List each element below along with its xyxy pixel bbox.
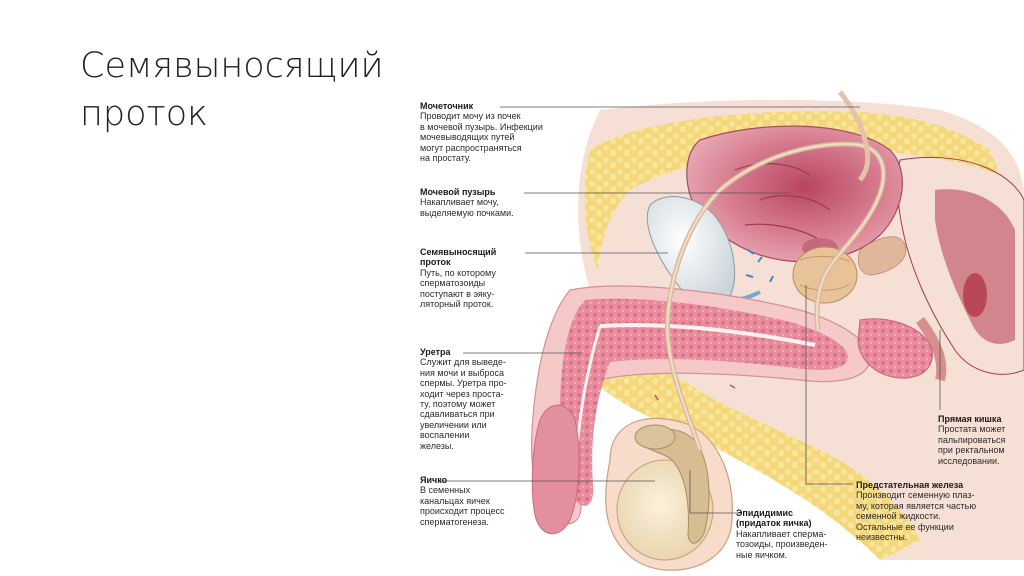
slide-title-line-1: Семявыносящий [80,46,384,86]
label-ureter [420,101,580,163]
name-line: (придаток яичка) [736,518,812,529]
label-testis [420,475,540,527]
desc-line: Проводит мочу из почек [420,111,521,122]
desc-line: Путь, по которому [420,267,496,278]
name-line: проток [420,257,451,268]
label-testis-name: Яичко [420,475,448,485]
label-rectum-name: Прямая кишка [938,414,1002,424]
label-vas-deferens-name [420,247,560,268]
desc-line: неизвестны. [856,532,908,543]
label-bladder [420,187,560,218]
label-epididymis-desc [736,529,861,560]
desc-line: железы. [420,440,454,451]
desc-line: исследовании. [938,455,1000,466]
desc-line: воспалении [420,430,470,441]
desc-line: спермы. Уретра про- [420,378,507,389]
label-vas-deferens [420,247,560,309]
desc-line: Простата может [938,424,1006,435]
desc-line: могут распространяться [420,142,522,153]
slide-title-line-2: проток [80,94,208,134]
label-bladder-name: Мочевой пузырь [420,187,496,197]
label-prostate [856,480,1016,542]
epididymis-head [635,425,675,449]
desc-line: на простату. [420,153,472,164]
desc-line: тозоиды, произведен- [736,539,828,550]
desc-line: сперматогенеза. [420,516,489,527]
label-epididymis [736,508,861,560]
label-urethra-name: Уретра [420,347,451,357]
desc-line: сдавливаться при [420,409,495,420]
label-ureter-name: Мочеточник [420,101,474,111]
label-prostate-name: Предстательная железа [856,480,964,490]
desc-line: ту, поэтому может [420,399,496,410]
label-ureter-desc [420,111,580,163]
desc-line: ные яичком. [736,549,788,560]
desc-line: ляторный проток. [420,299,494,310]
desc-line: мочевыводящих путей [420,132,515,143]
name-line: Эпидидимис [736,508,794,518]
label-vas-deferens-desc [420,268,560,310]
label-bladder-desc [420,197,560,218]
anal-sphincter [963,273,987,317]
desc-line: поступают в эяку- [420,288,495,299]
desc-line: в мочевой пузырь. Инфекции [420,121,543,132]
desc-line: Накапливает сперма- [736,528,827,539]
desc-line: выделяемую почками. [420,207,514,218]
desc-line: Остальные ее функции [856,521,954,532]
label-urethra [420,347,530,451]
label-rectum [938,414,1022,466]
label-testis-desc [420,485,540,527]
desc-line: В семенных [420,485,471,496]
label-epididymis-name [736,508,861,529]
desc-line: ния мочи и выброса [420,367,505,378]
desc-line: пальпироваться [938,434,1006,445]
desc-line: ходит через проста- [420,388,504,399]
desc-line: семенной жидкости. [856,511,941,522]
desc-line: сперматозоиды [420,278,486,289]
desc-line: происходит процесс [420,506,505,517]
desc-line: при ректальном [938,445,1005,456]
label-urethra-desc [420,357,530,451]
desc-line: Накапливает мочу, [420,197,499,208]
desc-line: му, которая является частью [856,500,977,511]
desc-line: увеличении или [420,419,487,430]
label-rectum-desc [938,424,1022,466]
desc-line: канальцах яичек [420,495,490,506]
label-prostate-desc [856,490,1016,542]
desc-line: Производит семенную плаз- [856,490,975,501]
desc-line: Служит для выведе- [420,357,506,368]
name-line: Семявыносящий [420,247,497,257]
